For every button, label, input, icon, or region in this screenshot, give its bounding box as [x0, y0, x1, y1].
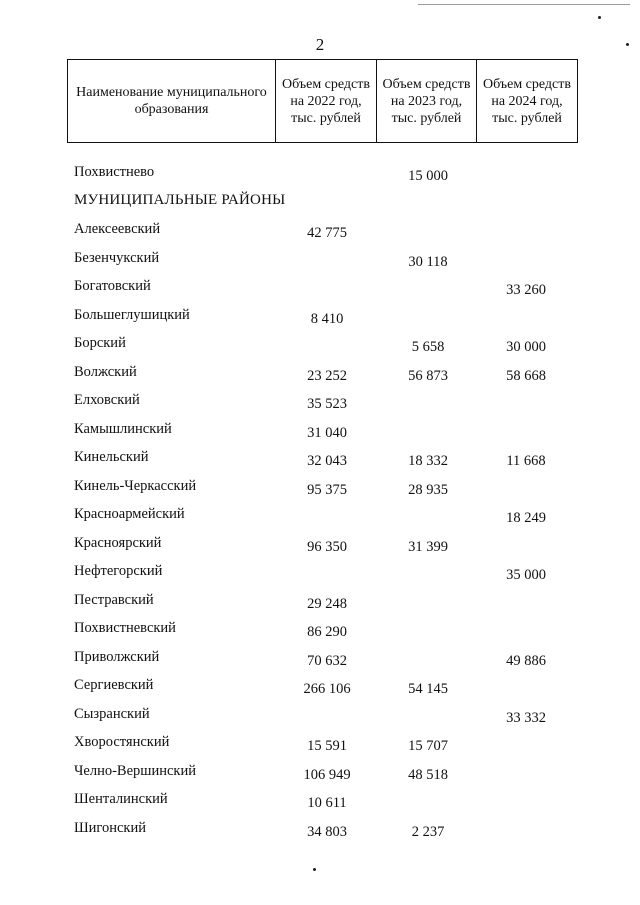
value-2022: 31 040: [307, 424, 347, 441]
scan-speck: [598, 16, 601, 19]
municipality-name: Безенчукский: [74, 249, 160, 266]
value-2022: 23 252: [307, 367, 347, 384]
scan-speck: [313, 868, 316, 871]
page-number: 2: [315, 35, 325, 54]
section-header-row: [0, 189, 640, 218]
value-2022: 29 248: [307, 595, 347, 612]
table-row: [0, 531, 640, 560]
municipality-name: Красноармейский: [74, 506, 185, 522]
header-2024: Объем средств на 2024 год, тыс. рублей: [477, 60, 578, 143]
table-row: [0, 417, 640, 446]
value-2023: 56 873: [408, 367, 448, 384]
value-2022: 96 350: [307, 538, 347, 555]
table-row: [0, 274, 640, 303]
section-title: МУНИЦИПАЛЬНЫЕ РАЙОНЫ: [74, 191, 286, 208]
value-2022: 32 043: [307, 453, 347, 469]
value-2022: 95 375: [307, 481, 347, 498]
municipality-name: Борский: [74, 335, 126, 351]
municipality-name: Шигонский: [74, 819, 146, 836]
table-row: [0, 816, 640, 845]
table-row: [0, 303, 640, 332]
municipality-name: Волжский: [74, 363, 137, 380]
value-2023: 15 707: [408, 738, 448, 754]
municipality-name: Алексеевский: [74, 221, 161, 237]
value-2024: 18 249: [506, 510, 546, 526]
table-row: [0, 474, 640, 503]
value-2023: 18 332: [408, 453, 448, 469]
table-row: [0, 759, 640, 788]
value-2022: 8 410: [310, 310, 344, 327]
value-2022: 266 106: [303, 681, 351, 697]
value-2024: 33 260: [506, 282, 546, 298]
value-2023: 31 399: [408, 538, 448, 555]
table-row: [0, 702, 640, 731]
header-2022: Объем средств на 2022 год, тыс. рублей: [276, 60, 377, 143]
municipality-name: Шенталинский: [74, 791, 168, 807]
table-body: [0, 160, 640, 844]
municipality-name: Кинель-Черкасский: [74, 477, 197, 494]
value-2022: 106 949: [303, 766, 351, 783]
value-2022: 86 290: [307, 624, 347, 640]
municipality-name: Богатовский: [74, 278, 151, 294]
value-2023: 48 518: [408, 766, 448, 783]
value-2023: 30 118: [408, 253, 448, 270]
table-row: [0, 730, 640, 759]
value-2022: 70 632: [307, 652, 347, 669]
value-2024: 35 000: [506, 567, 546, 583]
header-2023: Объем средств на 2023 год, тыс. рублей: [377, 60, 477, 143]
value-2024: 30 000: [506, 339, 546, 355]
table-row: [0, 673, 640, 702]
table-row: [0, 388, 640, 417]
table-row: [0, 616, 640, 645]
municipality-name: Пестравский: [74, 591, 154, 608]
value-2024: 33 332: [506, 709, 546, 726]
table-row: [0, 645, 640, 674]
table-row: [0, 445, 640, 474]
value-2022: 34 803: [307, 823, 347, 840]
value-2022: 35 523: [307, 396, 347, 412]
municipality-name: Кинельский: [74, 449, 149, 465]
table-row: [0, 588, 640, 617]
municipality-name: Красноярский: [74, 534, 162, 551]
table-row: [0, 360, 640, 389]
municipality-name: Сергиевский: [74, 677, 154, 693]
municipality-name: Похвистнево: [74, 164, 155, 180]
value-2023: 2 237: [411, 823, 445, 840]
header-name: Наименование муниципального образования: [68, 60, 276, 143]
municipality-name: Большеглушицкий: [74, 306, 190, 323]
top-rule: [418, 4, 630, 5]
municipality-name: Похвистневский: [74, 620, 176, 636]
value-2024: 58 668: [506, 367, 546, 384]
municipality-name: Хворостянский: [74, 734, 170, 750]
municipality-name: Сызранский: [74, 705, 150, 722]
municipality-name: Елховский: [74, 392, 140, 408]
value-2022: 10 611: [307, 795, 347, 811]
value-2024: 49 886: [506, 652, 546, 669]
value-2023: 5 658: [411, 339, 445, 355]
table-row: [0, 217, 640, 246]
value-2022: 15 591: [307, 738, 347, 754]
value-2024: 11 668: [506, 453, 546, 469]
value-2023: 15 000: [408, 168, 448, 184]
table-row: [0, 787, 640, 816]
value-2023: 28 935: [408, 481, 448, 498]
table-row: [0, 502, 640, 531]
municipality-name: Нефтегорский: [74, 563, 163, 579]
municipality-name: Камышлинский: [74, 420, 172, 437]
municipality-name: Приволжский: [74, 648, 160, 665]
value-2022: 42 775: [307, 225, 347, 241]
municipality-name: Челно-Вершинский: [74, 762, 196, 779]
table-row: [0, 160, 640, 189]
table-row: [0, 331, 640, 360]
table-header: [67, 59, 578, 143]
table-row: [0, 559, 640, 588]
value-2023: 54 145: [408, 681, 448, 697]
table-row: [0, 246, 640, 275]
